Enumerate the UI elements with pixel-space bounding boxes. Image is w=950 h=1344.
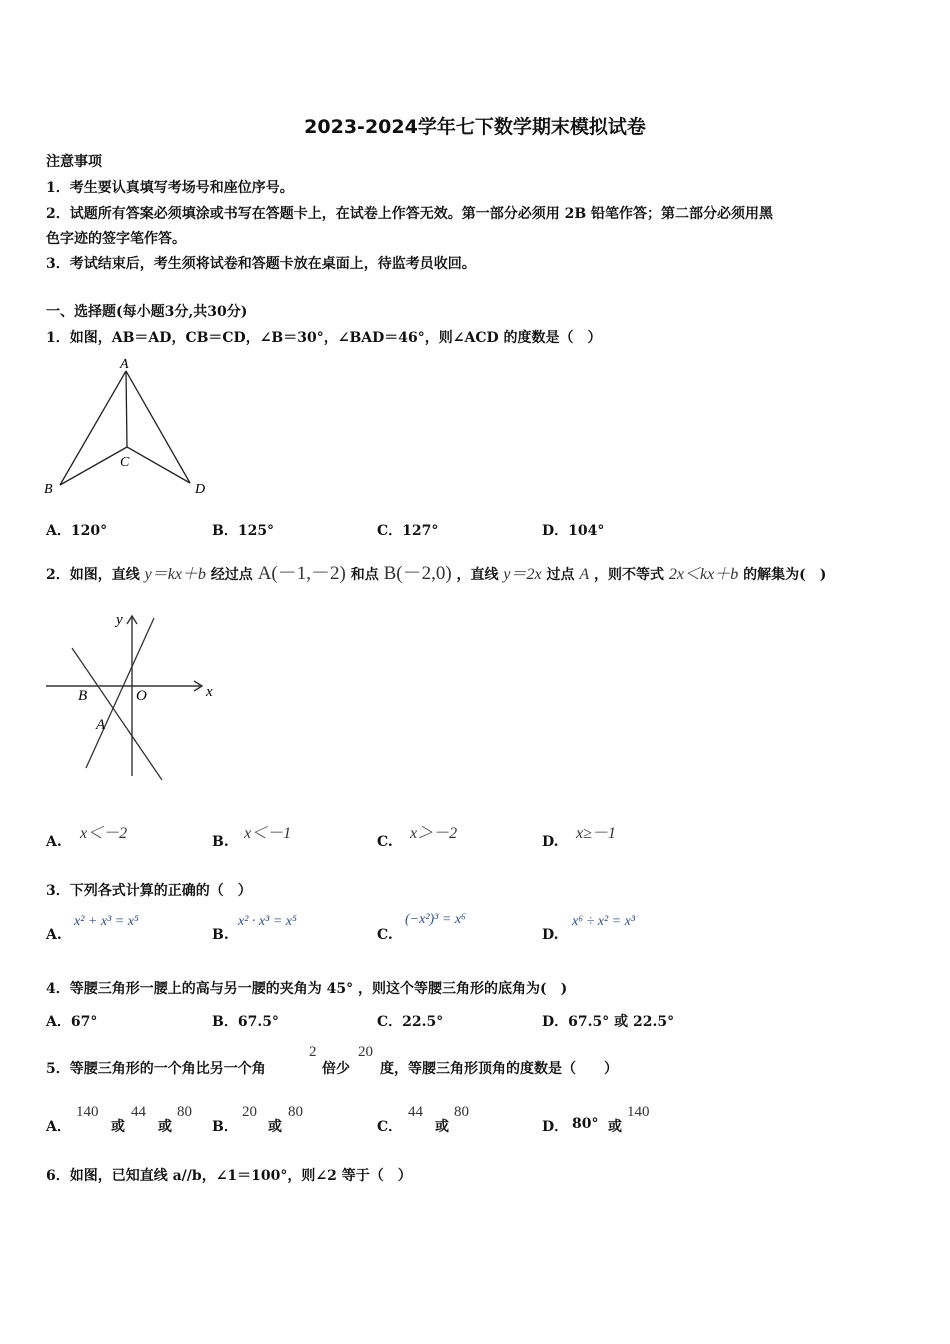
q1-label-d: D [195,482,206,497]
q5-a-value-1: 140 [76,1104,99,1120]
q4-option-c: C．22.5° [377,1014,444,1030]
q2-point-label: A [579,566,590,583]
q5-b-or: 或 [268,1119,282,1135]
q5-text-1: 5．等腰三角形的一个角比另一个角 [46,1061,266,1077]
q1-option-c: C．127° [377,523,439,539]
q5-a-value-3: 80 [177,1104,192,1120]
q1-option-a: A．120° [46,523,108,539]
q5-d-or: 或 [608,1119,622,1135]
q2-x-label: x [206,684,213,700]
q2-stem [46,558,826,585]
notice-heading: 注意事项 [46,154,102,170]
q5-a-value-2: 44 [131,1104,146,1120]
q2-line-2x: y＝2x [503,566,542,583]
page-title: 2023-2024学年七下数学期末模拟试卷 [304,116,646,138]
q4-option-d: D．67.5° 或 22.5° [542,1014,675,1030]
q2-text-1: 2．如图，直线 [46,567,140,583]
q3-option-d-letter: D. [542,927,559,943]
q5-option-b-letter: B． [212,1119,238,1135]
q2-o-label: O [136,688,147,704]
q1-label-a: A [120,357,129,372]
q2-option-b: x＜－1 [244,825,292,842]
q2-graph [44,608,219,783]
q2-option-c: x＞－2 [410,825,458,842]
notice-item-3: 3．考试结束后，考生须将试卷和答题卡放在桌面上，待监考员收回。 [46,256,476,272]
q5-option-d-letter: D． [542,1119,569,1135]
q2-point-a: A(－1,－2) [257,563,346,584]
q3-option-a: x² + x³ = x⁵ [74,914,139,929]
q5-option-c-letter: C． [377,1119,403,1135]
q3-stem: 3．下列各式计算的正确的（ ） [46,883,252,899]
q2-option-b-letter: B. [212,834,229,850]
q5-option-a-letter: A． [46,1119,71,1135]
q5-b-value-1: 20 [242,1104,257,1120]
q5-a-or-2: 或 [158,1119,172,1135]
notice-item-1: 1．考生要认真填写考场号和座位序号。 [46,180,294,196]
q2-option-a-letter: A. [46,834,62,850]
q2-a-label: A [96,717,106,733]
q1-stem: 1．如图，AB＝AD，CB＝CD，∠B＝30°，∠BAD＝46°，则∠ACD 的度数是（ ） [46,330,602,346]
q6-stem: 6．如图，已知直线 a//b，∠1＝100°，则∠2 等于（ ） [46,1168,412,1184]
q2-text-4: ，直线 [456,567,499,583]
q2-inequality: 2x＜kx＋b [668,566,739,583]
q3-option-b: x² · x³ = x⁵ [238,914,297,929]
q1-label-c: C [120,455,130,470]
notice-item-2-cont: 色字迹的签字笔作答。 [46,231,186,247]
q2-option-d: x≥－1 [576,825,616,842]
q4-option-b: B．67.5° [212,1014,279,1030]
q5-d-value-2: 140 [627,1104,650,1120]
q2-y-label: y [116,612,123,628]
q2-option-d-letter: D. [542,834,559,850]
q4-stem: 4．等腰三角形一腰上的高与另一腰的夹角为 45° ，则这个等腰三角形的底角为( ) [46,981,568,997]
q1-label-b: B [44,482,53,497]
q2-text-2: 经过点 [210,567,253,583]
q3-option-d: x⁶ ÷ x² = x³ [572,914,636,929]
q5-number-2: 2 [309,1044,317,1060]
q1-option-d: D．104° [542,523,605,539]
q2-text-5: 过点 [546,567,575,583]
q2-b-label: B [78,688,88,704]
q5-c-value-1: 44 [408,1104,423,1120]
notice-item-2: 2．试题所有答案必须填涂或书写在答题卡上，在试卷上作答无效。第一部分必须用 2B 铅笔作答；第二部分必须用黑 [46,206,774,222]
q1-option-b: B．125° [212,523,275,539]
q2-text-3: 和点 [350,567,379,583]
q3-option-c-letter: C. [377,927,393,943]
q5-text-3: 度，等腰三角形顶角的度数是（ ） [380,1061,618,1077]
q5-c-value-2: 80 [454,1104,469,1120]
q2-point-b: B(－2,0) [383,563,452,584]
q5-d-value-1: 80° [572,1116,599,1132]
q1-figure [40,355,220,500]
q2-text-6: ，则不等式 [594,567,665,583]
q3-option-b-letter: B. [212,927,229,943]
q2-line-equation: y＝kx＋b [144,566,206,583]
q5-c-or: 或 [435,1119,449,1135]
q5-text-2: 倍少 [322,1061,350,1077]
q5-number-20: 20 [358,1044,373,1060]
q3-option-a-letter: A. [46,927,62,943]
q5-a-or-1: 或 [111,1119,125,1135]
section-heading: 一、选择题(每小题3分,共30分) [46,304,248,320]
q4-option-a: A．67° [46,1014,98,1030]
q2-text-7: 的解集为( ) [743,567,827,583]
q3-option-c: (−x²)³ = x⁶ [405,912,466,927]
q5-b-value-2: 80 [288,1104,303,1120]
q2-option-a: x＜－2 [80,825,128,842]
q2-option-c-letter: C. [377,834,393,850]
